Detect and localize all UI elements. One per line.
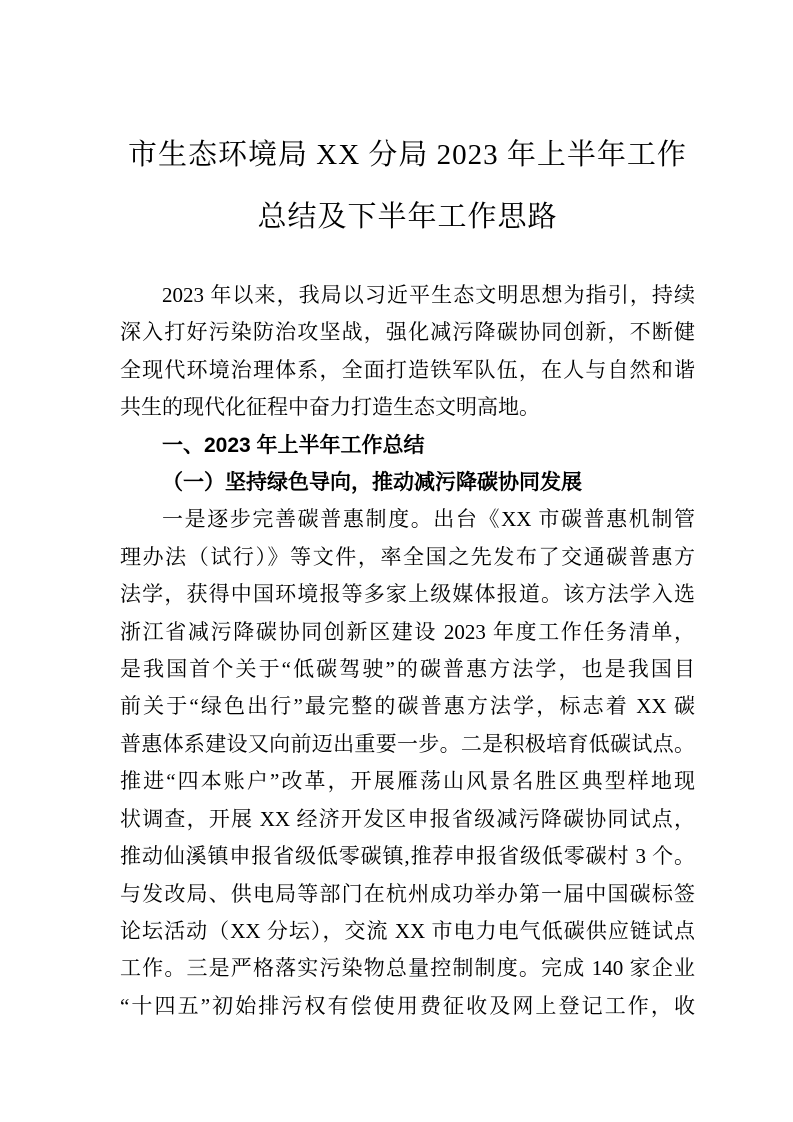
body-line: 前关于“绿色出行”最完整的碳普惠方法学，标志着 XX 碳 (120, 694, 695, 719)
intro-line: 2023 年以来，我局以习近平生态文明思想为指引，持续 (162, 283, 695, 307)
subsection-heading: （一）坚持绿色导向，推动减污降碳协同发展 (162, 470, 582, 495)
body-line: 推进“四本账户”改革，开展雁荡山风景名胜区典型样地现 (120, 769, 695, 794)
body-line: 状调查，开展 XX 经济开发区申报省级减污降碳协同试点， (120, 806, 695, 831)
body-line: 推动仙溪镇申报省级低零碳镇,推荐申报省级低零碳村 3 个。 (120, 844, 695, 869)
body-line: 法学，获得中国环境报等多家上级媒体报道。该方法学入选 (120, 582, 695, 607)
title-line-1: 市生态环境局 XX 分局 2023 年上半年工作 (128, 139, 687, 171)
body-line: “十四五”初始排污权有偿使用费征收及网上登记工作，收 (120, 993, 695, 1018)
body-line: 理办法（试行）》等文件，率全国之先发布了交通碳普惠方 (120, 544, 695, 569)
title-line-2: 总结及下半年工作思路 (257, 201, 558, 233)
body-line: 是我国首个关于“低碳驾驶”的碳普惠方法学，也是我国目 (120, 657, 695, 682)
intro-line: 全现代环境治理体系，全面打造铁军队伍，在人与自然和谐 (120, 357, 695, 382)
body-line: 论坛活动（XX 分坛），交流 XX 市电力电气低碳供应链试点 (120, 918, 695, 943)
document-body (120, 277, 695, 1025)
intro-paragraph (120, 277, 695, 427)
body-line: 一是逐步完善碳普惠制度。出台《XX 市碳普惠机制管 (162, 507, 695, 532)
section-heading: 一、2023 年上半年工作总结 (162, 433, 425, 457)
body-line: 浙江省减污降碳协同创新区建设 2023 年度工作任务清单， (120, 619, 695, 644)
body-line: 工作。三是严格落实污染物总量控制制度。完成 140 家企业 (120, 956, 695, 981)
intro-line: 深入打好污染防治攻坚战，强化减污降碳协同创新，不断健 (120, 320, 695, 345)
intro-line: 共生的现代化征程中奋力打造生态文明高地。 (120, 395, 540, 420)
body-paragraph (120, 501, 695, 1025)
document-title (120, 124, 695, 248)
body-line: 普惠体系建设又向前迈出重要一步。二是积极培育低碳试点。 (120, 731, 695, 756)
body-line: 与发改局、供电局等部门在杭州成功举办第一届中国碳标签 (120, 881, 695, 906)
